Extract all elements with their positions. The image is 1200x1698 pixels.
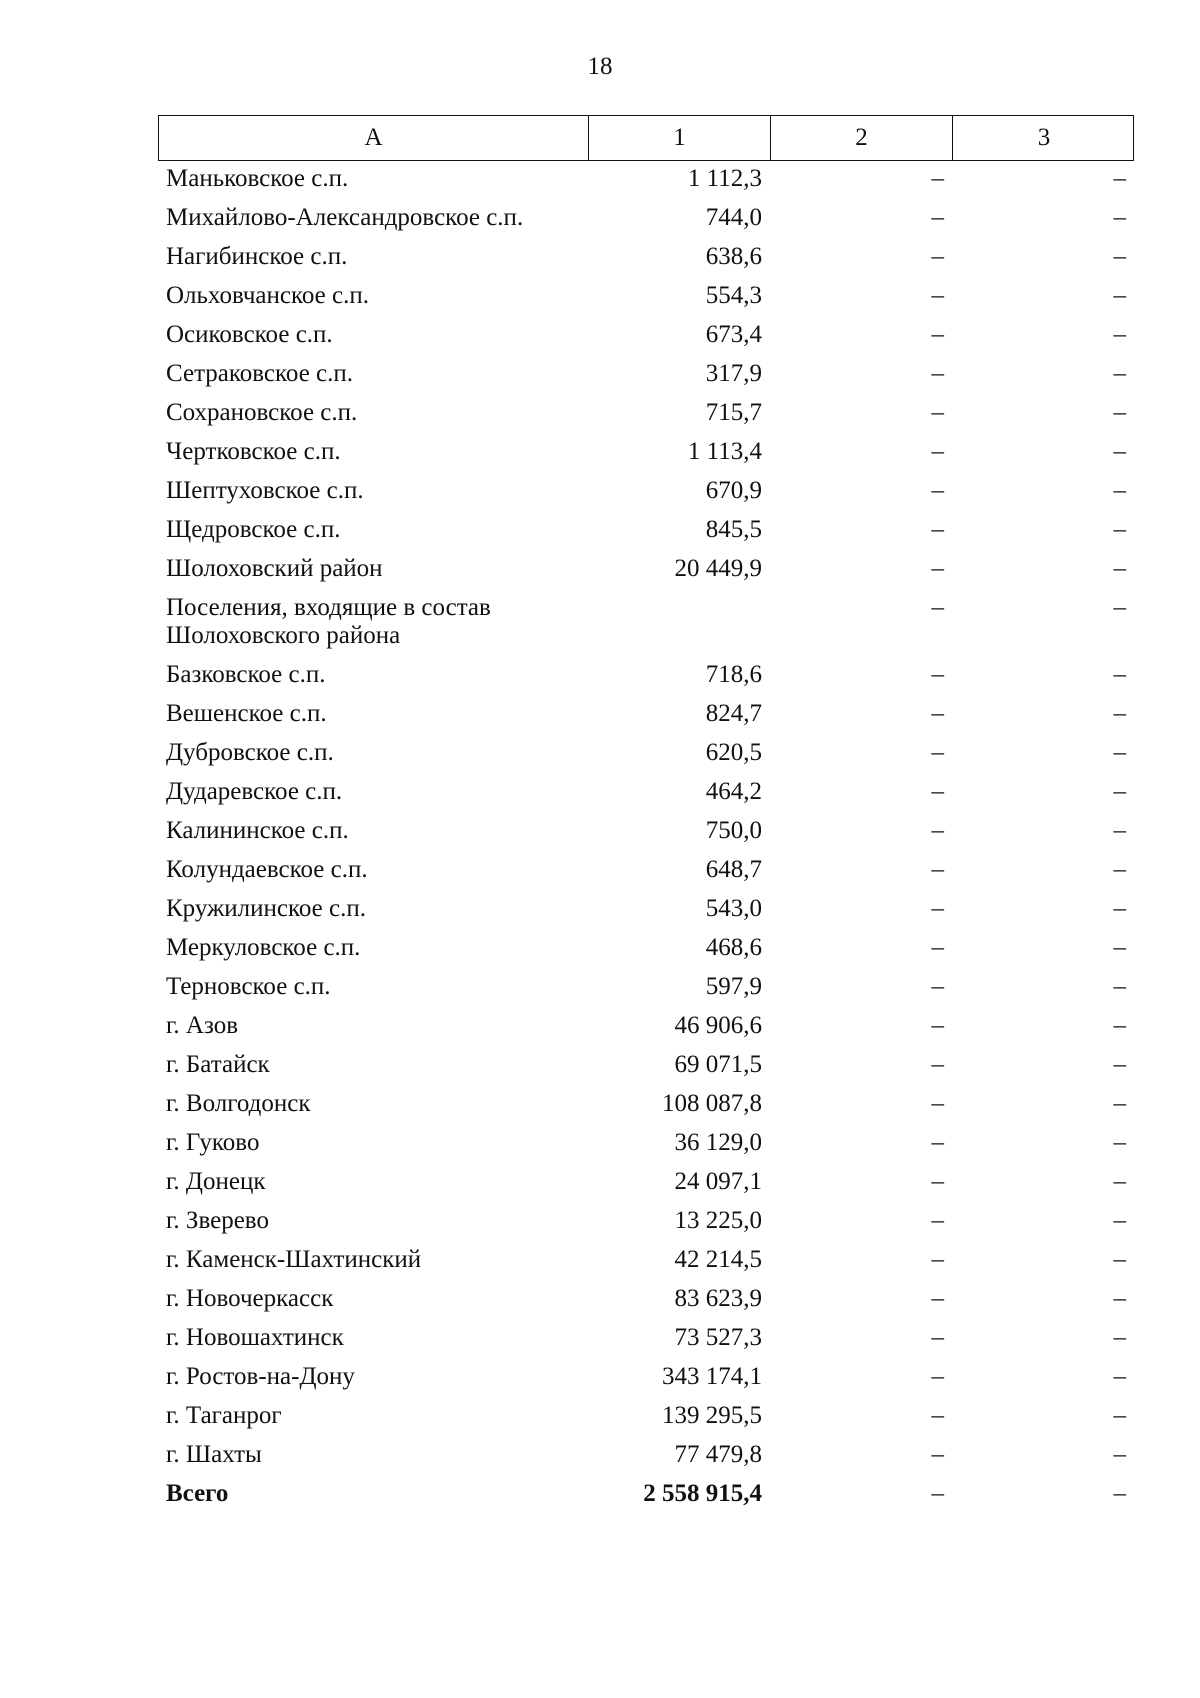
row-name: Кружилинское с.п.	[166, 895, 366, 922]
row-col3: –	[1113, 973, 1126, 1000]
row-value: 464,2	[705, 778, 762, 805]
row-name: Осиковское с.п.	[166, 321, 333, 348]
table-row	[158, 1008, 1134, 1047]
table-row	[158, 813, 1134, 852]
row-col3: –	[1113, 477, 1126, 504]
table-row	[158, 1203, 1134, 1242]
total-col2: –	[931, 1480, 944, 1507]
data-table	[158, 115, 1134, 1515]
row-col2: –	[931, 1090, 944, 1117]
table-row	[158, 473, 1134, 512]
row-col3: –	[1113, 360, 1126, 387]
row-value: 1 113,4	[687, 438, 762, 465]
row-col2: –	[931, 817, 944, 844]
row-value	[588, 594, 770, 650]
row-col3: –	[1113, 321, 1126, 348]
row-col3: –	[1113, 438, 1126, 465]
row-name: г. Донецк	[166, 1168, 266, 1195]
row-value: 77 479,8	[674, 1441, 762, 1468]
row-value: 73 527,3	[674, 1324, 762, 1351]
row-value: 46 906,6	[674, 1012, 762, 1039]
row-value: 42 214,5	[674, 1246, 762, 1273]
row-name: г. Азов	[166, 1012, 239, 1039]
row-value: 13 225,0	[674, 1207, 762, 1234]
row-col3: –	[1113, 555, 1126, 582]
row-name: Сохрановское с.п.	[166, 399, 358, 426]
row-col2: –	[931, 1207, 944, 1234]
table-row	[158, 551, 1134, 590]
row-col2: –	[931, 973, 944, 1000]
row-col3: –	[1113, 399, 1126, 426]
table-row	[158, 1437, 1134, 1476]
total-row	[158, 1476, 1134, 1515]
row-value: 83 623,9	[674, 1285, 762, 1312]
row-name: г. Новошахтинск	[166, 1324, 344, 1351]
row-col2: –	[931, 516, 944, 543]
row-name: Чертковское с.п.	[166, 438, 341, 465]
table-row	[158, 356, 1134, 395]
row-col3: –	[1113, 856, 1126, 883]
table-row	[158, 1125, 1134, 1164]
row-name: г. Зверево	[166, 1207, 269, 1234]
row-col3: –	[1113, 661, 1126, 688]
row-col3: –	[1113, 934, 1126, 961]
row-col2: –	[931, 282, 944, 309]
row-value: 718,6	[705, 661, 762, 688]
row-col2: –	[931, 1168, 944, 1195]
table-row	[158, 969, 1134, 1008]
table-body	[158, 161, 1134, 1476]
row-value: 108 087,8	[662, 1090, 762, 1117]
table-row	[158, 434, 1134, 473]
row-col3: –	[1113, 1441, 1126, 1468]
row-name: Шолоховский район	[166, 555, 383, 582]
row-col3: –	[1113, 739, 1126, 766]
row-value: 139 295,5	[662, 1402, 762, 1429]
row-value: 597,9	[705, 973, 762, 1000]
row-col3: –	[1113, 1363, 1126, 1390]
total-label: Всего	[166, 1480, 229, 1507]
row-col2: –	[931, 1012, 944, 1039]
row-col2: –	[931, 555, 944, 582]
row-col3: –	[1113, 516, 1126, 543]
row-value: 36 129,0	[674, 1129, 762, 1156]
row-col3: –	[1113, 1246, 1126, 1273]
row-col3: –	[1113, 204, 1126, 231]
row-value: 24 097,1	[674, 1168, 762, 1195]
row-col3: –	[1113, 243, 1126, 270]
row-col2: –	[931, 1402, 944, 1429]
row-col3: –	[1113, 1285, 1126, 1312]
row-col3: –	[1113, 165, 1126, 192]
table-row	[158, 317, 1134, 356]
row-name: г. Шахты	[166, 1441, 262, 1468]
table-row	[158, 930, 1134, 969]
header-col-3: 3	[1037, 124, 1051, 151]
row-value: 343 174,1	[662, 1363, 762, 1390]
row-name: Ольховчанское с.п.	[166, 282, 369, 309]
row-name: г. Ростов-на-Дону	[166, 1363, 355, 1390]
row-col3: –	[1113, 1012, 1126, 1039]
table-row	[158, 1281, 1134, 1320]
row-col2: –	[931, 477, 944, 504]
row-value: 20 449,9	[674, 555, 762, 582]
row-col3: –	[1113, 1207, 1126, 1234]
header-col-a: А	[159, 116, 589, 160]
row-name: г. Батайск	[166, 1051, 270, 1078]
table-row	[158, 774, 1134, 813]
table-row	[158, 239, 1134, 278]
row-col2: –	[931, 856, 944, 883]
row-col3: –	[1113, 778, 1126, 805]
row-name: г. Каменск-Шахтинский	[166, 1246, 422, 1273]
row-col3: –	[1113, 1051, 1126, 1078]
header-col-2: 2	[771, 116, 953, 160]
row-col3: –	[1113, 1402, 1126, 1429]
row-col2: –	[931, 1285, 944, 1312]
table-row	[158, 891, 1134, 930]
page-number: 18	[587, 53, 613, 80]
row-col3: –	[1113, 817, 1126, 844]
row-col2: –	[931, 243, 944, 270]
row-name: Щедровское с.п.	[166, 516, 341, 543]
row-name: Терновское с.п.	[166, 973, 331, 1000]
row-name: Базковское с.п.	[166, 661, 326, 688]
table-header	[158, 115, 1134, 161]
row-col2: –	[931, 165, 944, 192]
row-value: 317,9	[705, 360, 762, 387]
row-name: Сетраковское с.п.	[166, 360, 354, 387]
row-name: Шептуховское с.п.	[166, 477, 364, 504]
table-row	[158, 1047, 1134, 1086]
row-value: 715,7	[705, 399, 762, 426]
row-value: 670,9	[705, 477, 762, 504]
row-value: 620,5	[705, 739, 762, 766]
total-col3: –	[1113, 1480, 1126, 1507]
table-row	[158, 696, 1134, 735]
row-col3: –	[1113, 1129, 1126, 1156]
table-row	[158, 735, 1134, 774]
row-value: 744,0	[705, 204, 762, 231]
row-name: г. Гуково	[166, 1129, 260, 1156]
row-col2: –	[931, 661, 944, 688]
row-value: 638,6	[705, 243, 762, 270]
row-value: 554,3	[705, 282, 762, 309]
row-value: 1 112,3	[687, 165, 762, 192]
table-row	[158, 1398, 1134, 1437]
table-row	[158, 200, 1134, 239]
row-col2: –	[931, 1051, 944, 1078]
table-row	[158, 161, 1134, 200]
header-col-1: 1	[589, 116, 771, 160]
row-col2: –	[931, 778, 944, 805]
table-row	[158, 395, 1134, 434]
row-col3: –	[1113, 1090, 1126, 1117]
row-col3: –	[1113, 1324, 1126, 1351]
row-name: Меркуловское с.п.	[166, 934, 361, 961]
row-col2: –	[931, 1441, 944, 1468]
row-value: 824,7	[705, 700, 762, 727]
row-value: 750,0	[705, 817, 762, 844]
row-name: Калининское с.п.	[166, 817, 349, 844]
row-name: Вешенское с.п.	[166, 700, 327, 727]
row-col2: –	[931, 1246, 944, 1273]
row-col2: –	[931, 204, 944, 231]
total-value: 2 558 915,4	[643, 1480, 762, 1507]
row-col3: –	[1113, 282, 1126, 309]
row-value: 69 071,5	[674, 1051, 762, 1078]
row-col2: –	[931, 1324, 944, 1351]
table-row	[158, 1320, 1134, 1359]
row-col2: –	[931, 700, 944, 727]
row-name: г. Таганрог	[166, 1402, 282, 1429]
row-value: 543,0	[705, 895, 762, 922]
table-row	[158, 1086, 1134, 1125]
row-col2: –	[931, 399, 944, 426]
row-value: 468,6	[705, 934, 762, 961]
row-value: 648,7	[705, 856, 762, 883]
row-col2: –	[931, 321, 944, 348]
row-col2: –	[931, 438, 944, 465]
row-col2: –	[931, 739, 944, 766]
row-col2: –	[931, 594, 944, 621]
row-name: Михайлово-Александровское с.п.	[166, 204, 524, 231]
table-row	[158, 852, 1134, 891]
table-row	[158, 590, 1134, 657]
table-row	[158, 657, 1134, 696]
row-name: Дударевское с.п.	[166, 778, 343, 805]
row-name: Нагибинское с.п.	[166, 243, 348, 270]
table-row	[158, 512, 1134, 551]
row-name: Маньковское с.п.	[166, 165, 349, 192]
table-row	[158, 1242, 1134, 1281]
row-name: Поселения, входящие в состав Шолоховского района	[166, 594, 491, 649]
row-value: 845,5	[705, 516, 762, 543]
table-row	[158, 1359, 1134, 1398]
row-name: Дубровское с.п.	[166, 739, 334, 766]
row-col2: –	[931, 360, 944, 387]
row-col3: –	[1113, 895, 1126, 922]
row-col2: –	[931, 1363, 944, 1390]
table-row	[158, 278, 1134, 317]
row-value: 673,4	[705, 321, 762, 348]
row-name: г. Новочеркасск	[166, 1285, 334, 1312]
row-col2: –	[931, 895, 944, 922]
row-col3: –	[1113, 1168, 1126, 1195]
row-col3: –	[1113, 700, 1126, 727]
row-name: г. Волгодонск	[166, 1090, 311, 1117]
row-col2: –	[931, 934, 944, 961]
row-name: Колундаевское с.п.	[166, 856, 368, 883]
table-row	[158, 1164, 1134, 1203]
row-col2: –	[931, 1129, 944, 1156]
row-col3: –	[1113, 594, 1126, 621]
